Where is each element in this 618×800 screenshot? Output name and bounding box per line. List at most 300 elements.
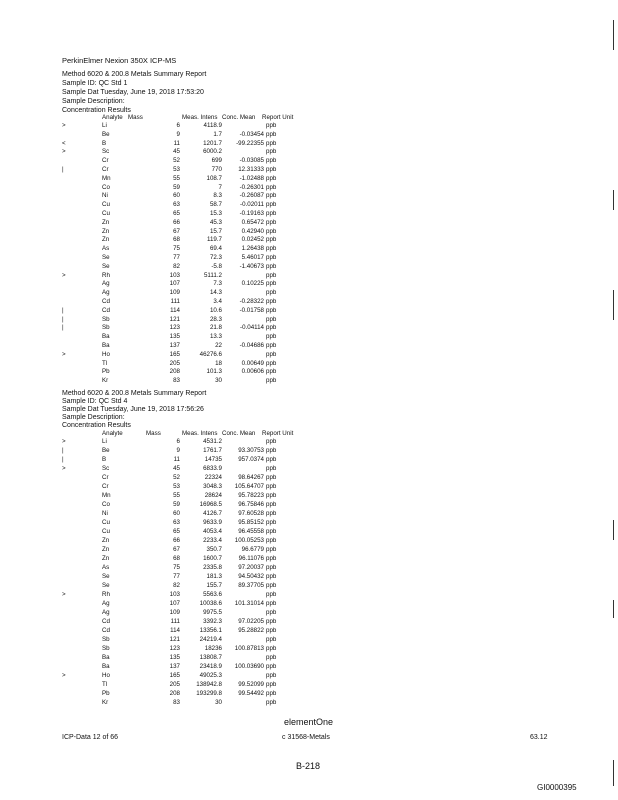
mass-cell: 137 bbox=[169, 663, 180, 670]
intensity-cell: 22324 bbox=[204, 474, 222, 481]
row-marker: > bbox=[62, 591, 66, 598]
analyte-cell: Zn bbox=[102, 537, 110, 544]
unit-cell: ppb bbox=[266, 492, 277, 499]
intensity-cell: 16968.5 bbox=[199, 501, 222, 508]
unit-cell: ppb bbox=[266, 368, 277, 376]
mass-cell: 111 bbox=[170, 298, 180, 305]
unit-cell: ppb bbox=[266, 227, 277, 235]
report2-description: Sample Description: bbox=[62, 414, 125, 421]
mass-cell: 205 bbox=[169, 681, 180, 688]
mass-cell: 68 bbox=[173, 236, 180, 244]
analyte-cell: Zn bbox=[102, 227, 110, 235]
concentration-cell: 96.11076 bbox=[238, 555, 264, 562]
unit-cell: ppb bbox=[266, 289, 277, 297]
intensity-cell: 101.3 bbox=[206, 368, 222, 376]
unit-cell: ppb bbox=[266, 359, 277, 367]
analyte-cell: Se bbox=[102, 262, 110, 270]
instrument-title: PerkinElmer Nexion 350X ICP-MS bbox=[62, 56, 177, 65]
intensity-cell: 4053.4 bbox=[203, 528, 222, 535]
concentration-cell: 96.45558 bbox=[238, 528, 264, 535]
analyte-cell: Rh bbox=[102, 271, 110, 279]
unit-cell: ppb bbox=[266, 465, 277, 472]
concentration-cell: 0.00649 bbox=[241, 359, 264, 367]
concentration-cell: 100.03690 bbox=[234, 663, 264, 670]
mass-cell: 123 bbox=[169, 645, 180, 652]
mass-cell: 77 bbox=[173, 573, 180, 580]
concentration-cell: -1.40673 bbox=[239, 262, 264, 270]
analyte-cell: Ba bbox=[102, 342, 110, 349]
row-marker: | bbox=[62, 324, 64, 332]
concentration-cell: -0.03085 bbox=[239, 157, 264, 165]
intensity-cell: 18236 bbox=[204, 645, 222, 652]
unit-cell: ppb bbox=[266, 636, 277, 643]
scan-edge-mark bbox=[613, 520, 614, 540]
mass-cell: 66 bbox=[173, 537, 180, 544]
intensity-cell: 13356.1 bbox=[199, 627, 222, 634]
mass-cell: 208 bbox=[169, 690, 180, 697]
unit-cell: ppb bbox=[266, 192, 277, 200]
col-analyte: Analyte bbox=[102, 430, 123, 437]
software-name: elementOne bbox=[284, 717, 334, 727]
unit-cell: ppb bbox=[266, 456, 277, 463]
intensity-cell: 119.7 bbox=[206, 236, 222, 244]
mass-cell: 135 bbox=[169, 654, 180, 661]
intensity-cell: 3392.3 bbox=[203, 618, 222, 625]
unit-cell: ppb bbox=[266, 236, 277, 244]
concentration-cell: -0.01758 bbox=[239, 306, 264, 314]
mass-cell: 114 bbox=[170, 627, 180, 634]
footer-center: c 31568-Metals bbox=[282, 734, 330, 741]
concentration-cell: -0.26087 bbox=[239, 192, 264, 200]
analyte-cell: Sb bbox=[102, 636, 110, 643]
intensity-cell: 155.7 bbox=[206, 582, 222, 589]
col-unit: Report Unit bbox=[262, 430, 294, 437]
mass-cell: 75 bbox=[173, 564, 180, 571]
bates-number: B-218 bbox=[296, 761, 321, 771]
mass-cell: 45 bbox=[173, 148, 180, 156]
row-marker: > bbox=[62, 122, 66, 129]
concentration-cell: -0.04114 bbox=[240, 324, 264, 332]
concentration-cell: 97.02205 bbox=[238, 618, 264, 625]
intensity-cell: 30 bbox=[215, 377, 222, 385]
analyte-cell: Se bbox=[102, 573, 110, 580]
concentration-cell: 100.87813 bbox=[234, 645, 264, 652]
analyte-cell: Ag bbox=[102, 280, 110, 288]
analyte-cell: Ag bbox=[102, 609, 110, 616]
unit-cell: ppb bbox=[266, 645, 277, 652]
intensity-cell: 28.3 bbox=[209, 315, 222, 323]
unit-cell: ppb bbox=[266, 157, 277, 165]
analyte-cell: Be bbox=[102, 447, 110, 454]
unit-cell: ppb bbox=[266, 254, 277, 261]
mass-cell: 77 bbox=[173, 254, 180, 261]
report1-section: Concentration Results bbox=[62, 107, 131, 114]
intensity-cell: 3048.3 bbox=[203, 483, 222, 490]
analyte-cell: Cd bbox=[102, 618, 110, 625]
row-marker: | bbox=[62, 456, 64, 463]
mass-cell: 103 bbox=[169, 591, 180, 598]
intensity-cell: 350.7 bbox=[206, 546, 222, 553]
unit-cell: ppb bbox=[266, 262, 277, 270]
analyte-cell: Cu bbox=[102, 201, 110, 209]
intensity-cell: 14735 bbox=[204, 456, 222, 463]
row-marker: > bbox=[62, 271, 66, 279]
unit-cell: ppb bbox=[266, 280, 277, 288]
analyte-cell: Ni bbox=[102, 192, 108, 200]
concentration-cell: 95.28822 bbox=[238, 627, 264, 634]
intensity-cell: 4531.2 bbox=[203, 438, 222, 445]
mass-cell: 75 bbox=[173, 245, 180, 253]
analyte-cell: Co bbox=[102, 183, 110, 191]
row-marker: | bbox=[62, 166, 64, 173]
col-mass: Mass bbox=[128, 114, 143, 121]
concentration-cell: 0.10225 bbox=[241, 280, 264, 288]
unit-cell: ppb bbox=[266, 183, 277, 191]
intensity-cell: 7 bbox=[218, 183, 222, 191]
intensity-cell: 2233.4 bbox=[203, 537, 222, 544]
intensity-cell: 1600.7 bbox=[203, 555, 222, 562]
analyte-cell: Sb bbox=[102, 645, 110, 652]
intensity-cell: 138942.8 bbox=[196, 681, 222, 688]
analyte-cell: Be bbox=[102, 130, 110, 138]
mass-cell: 109 bbox=[169, 289, 180, 297]
analyte-cell: Se bbox=[102, 582, 110, 589]
row-marker: > bbox=[62, 438, 66, 445]
unit-cell: ppb bbox=[266, 333, 277, 341]
unit-cell: ppb bbox=[266, 483, 277, 490]
concentration-cell: -0.02011 bbox=[240, 201, 264, 209]
mass-cell: 83 bbox=[173, 699, 180, 706]
intensity-cell: 24219.4 bbox=[199, 636, 222, 643]
mass-cell: 67 bbox=[173, 546, 180, 553]
analyte-cell: Mn bbox=[102, 492, 111, 499]
analyte-cell: Tl bbox=[102, 681, 108, 688]
concentration-cell: 98.64267 bbox=[238, 474, 264, 481]
col-conc: Conc. Mean bbox=[222, 114, 256, 121]
analyte-cell: Mn bbox=[102, 174, 111, 182]
row-marker: | bbox=[62, 315, 64, 323]
intensity-cell: 15.3 bbox=[209, 210, 222, 217]
concentration-cell: 94.50432 bbox=[238, 573, 264, 580]
unit-cell: ppb bbox=[266, 699, 277, 706]
analyte-cell: Sb bbox=[102, 315, 110, 323]
unit-cell: ppb bbox=[266, 438, 277, 445]
mass-cell: 6 bbox=[176, 122, 180, 129]
unit-cell: ppb bbox=[266, 298, 277, 305]
mass-cell: 6 bbox=[176, 438, 180, 445]
mass-cell: 66 bbox=[173, 218, 180, 226]
analyte-cell: Zn bbox=[102, 236, 110, 244]
unit-cell: ppb bbox=[266, 210, 277, 217]
analyte-cell: Kr bbox=[102, 699, 109, 706]
unit-cell: ppb bbox=[266, 377, 277, 385]
analyte-cell: Zn bbox=[102, 546, 110, 553]
analyte-cell: As bbox=[102, 564, 110, 571]
unit-cell: ppb bbox=[266, 555, 277, 562]
report1-method: Method 6020 & 200.8 Metals Summary Report bbox=[62, 71, 207, 78]
intensity-cell: 5563.6 bbox=[203, 591, 222, 598]
intensity-cell: 1.7 bbox=[213, 130, 222, 138]
analyte-cell: Cr bbox=[102, 166, 109, 173]
unit-cell: ppb bbox=[266, 218, 277, 226]
intensity-cell: 10038.6 bbox=[199, 600, 222, 607]
row-marker: > bbox=[62, 672, 66, 679]
mass-cell: 205 bbox=[169, 359, 180, 367]
concentration-cell: 0.02452 bbox=[241, 236, 264, 244]
analyte-cell: Ba bbox=[102, 654, 110, 661]
analyte-cell: Sc bbox=[102, 465, 110, 472]
concentration-cell: -0.03454 bbox=[239, 130, 264, 138]
concentration-cell: -0.26301 bbox=[239, 183, 264, 191]
mass-cell: 52 bbox=[173, 157, 180, 165]
concentration-cell: 96.6779 bbox=[241, 546, 264, 553]
analyte-cell: Ag bbox=[102, 600, 110, 607]
analyte-cell: Ho bbox=[102, 672, 110, 679]
intensity-cell: 58.7 bbox=[209, 201, 222, 209]
analyte-cell: Cu bbox=[102, 210, 110, 217]
intensity-cell: 23418.9 bbox=[199, 663, 222, 670]
concentration-cell: 5.46017 bbox=[241, 254, 264, 261]
mass-cell: 109 bbox=[169, 609, 180, 616]
analyte-cell: Cr bbox=[102, 157, 109, 165]
scan-edge-mark bbox=[613, 20, 614, 50]
intensity-cell: 5111.2 bbox=[203, 271, 222, 279]
mass-cell: 53 bbox=[173, 483, 180, 490]
intensity-cell: 2335.8 bbox=[203, 564, 222, 571]
unit-cell: ppb bbox=[266, 564, 277, 571]
concentration-cell: 100.05253 bbox=[234, 537, 264, 544]
analyte-cell: Pb bbox=[102, 368, 110, 376]
mass-cell: 60 bbox=[173, 192, 180, 200]
intensity-cell: 22 bbox=[215, 342, 222, 349]
row-marker: > bbox=[62, 465, 66, 472]
intensity-cell: 770 bbox=[211, 166, 222, 173]
scan-edge-mark bbox=[613, 290, 614, 320]
col-conc: Conc. Mean bbox=[222, 430, 256, 437]
intensity-cell: 6000.2 bbox=[203, 148, 222, 156]
analyte-cell: Ba bbox=[102, 663, 110, 670]
intensity-cell: 6833.9 bbox=[203, 465, 222, 472]
concentration-cell: 99.54492 bbox=[238, 690, 264, 697]
concentration-cell: 96.75846 bbox=[238, 501, 264, 508]
analyte-cell: Kr bbox=[102, 377, 109, 385]
unit-cell: ppb bbox=[266, 681, 277, 688]
unit-cell: ppb bbox=[266, 122, 277, 129]
unit-cell: ppb bbox=[266, 315, 277, 323]
col-unit: Report Unit bbox=[262, 114, 294, 121]
scan-edge-mark bbox=[613, 190, 614, 210]
analyte-cell: Pb bbox=[102, 690, 110, 697]
concentration-cell: 97.20037 bbox=[238, 564, 264, 571]
mass-cell: 165 bbox=[169, 350, 180, 358]
intensity-cell: 72.3 bbox=[209, 254, 222, 261]
mass-cell: 11 bbox=[173, 139, 180, 147]
mass-cell: 111 bbox=[170, 618, 180, 625]
unit-cell: ppb bbox=[266, 582, 277, 589]
mass-cell: 63 bbox=[173, 201, 180, 209]
analyte-cell: Sc bbox=[102, 148, 110, 156]
unit-cell: ppb bbox=[266, 672, 277, 679]
unit-cell: ppb bbox=[266, 342, 277, 349]
intensity-cell: 30 bbox=[215, 699, 222, 706]
scan-edge-mark bbox=[613, 760, 614, 786]
intensity-cell: -5.8 bbox=[211, 262, 222, 270]
report2-method: Method 6020 & 200.8 Metals Summary Report bbox=[62, 390, 207, 397]
report2-sample-date: Sample Dat Tuesday, June 19, 2018 17:56:26 bbox=[62, 406, 204, 413]
unit-cell: ppb bbox=[266, 139, 277, 147]
analyte-cell: Zn bbox=[102, 555, 110, 562]
analyte-cell: Cu bbox=[102, 528, 110, 535]
mass-cell: 59 bbox=[173, 501, 180, 508]
footer-right: 63.12 bbox=[530, 734, 548, 741]
unit-cell: ppb bbox=[266, 510, 277, 517]
col-intensity: Meas. Intens bbox=[182, 430, 218, 437]
mass-cell: 55 bbox=[173, 492, 180, 499]
intensity-cell: 13.3 bbox=[209, 333, 222, 341]
analyte-cell: Ba bbox=[102, 333, 110, 341]
unit-cell: ppb bbox=[266, 546, 277, 553]
unit-cell: ppb bbox=[266, 519, 277, 526]
mass-cell: 45 bbox=[173, 465, 180, 472]
unit-cell: ppb bbox=[266, 166, 277, 173]
intensity-cell: 193299.8 bbox=[196, 690, 222, 697]
analyte-cell: Cd bbox=[102, 298, 110, 305]
col-mass: Mass bbox=[146, 430, 161, 437]
mass-cell: 123 bbox=[169, 324, 180, 332]
mass-cell: 107 bbox=[169, 600, 180, 607]
intensity-cell: 49025.3 bbox=[199, 672, 222, 679]
analyte-cell: Ni bbox=[102, 510, 108, 517]
unit-cell: ppb bbox=[266, 690, 277, 697]
intensity-cell: 3.4 bbox=[213, 298, 222, 305]
unit-cell: ppb bbox=[266, 245, 277, 253]
concentration-cell: -1.02488 bbox=[239, 174, 264, 182]
mass-cell: 121 bbox=[169, 315, 180, 323]
mass-cell: 67 bbox=[173, 227, 180, 235]
mass-cell: 82 bbox=[173, 582, 180, 589]
unit-cell: ppb bbox=[266, 654, 277, 661]
analyte-cell: Ag bbox=[102, 289, 110, 297]
mass-cell: 65 bbox=[173, 210, 180, 217]
concentration-cell: 95.85152 bbox=[238, 519, 264, 526]
analyte-cell: B bbox=[102, 456, 107, 463]
scan-edge-mark bbox=[613, 600, 614, 618]
concentration-cell: 0.42940 bbox=[241, 227, 264, 235]
unit-cell: ppb bbox=[266, 447, 277, 454]
mass-cell: 107 bbox=[169, 280, 180, 288]
intensity-cell: 18 bbox=[215, 359, 222, 367]
report1-sample-id: Sample ID: QC Std 1 bbox=[62, 80, 128, 87]
intensity-cell: 4126.7 bbox=[203, 510, 222, 517]
unit-cell: ppb bbox=[266, 618, 277, 625]
report2-sample-id: Sample ID: QC Std 4 bbox=[62, 398, 128, 405]
mass-cell: 11 bbox=[173, 456, 180, 463]
unit-cell: ppb bbox=[266, 201, 277, 209]
intensity-cell: 9633.9 bbox=[203, 519, 222, 526]
concentration-cell: 99.52099 bbox=[238, 681, 264, 688]
concentration-cell: 0.00606 bbox=[241, 368, 264, 376]
unit-cell: ppb bbox=[266, 501, 277, 508]
unit-cell: ppb bbox=[266, 528, 277, 535]
mass-cell: 59 bbox=[173, 183, 180, 191]
intensity-cell: 9975.5 bbox=[203, 609, 222, 616]
col-intensity: Meas. Intens bbox=[182, 114, 218, 121]
analyte-cell: Sb bbox=[102, 324, 110, 332]
analyte-cell: Cr bbox=[102, 483, 109, 490]
analyte-cell: Li bbox=[102, 122, 107, 129]
concentration-cell: 101.31014 bbox=[234, 600, 264, 607]
analyte-cell: Zn bbox=[102, 218, 110, 226]
intensity-cell: 69.4 bbox=[209, 245, 222, 253]
document-id: GI0000395 bbox=[537, 783, 577, 792]
row-marker: > bbox=[62, 350, 66, 358]
intensity-cell: 1761.7 bbox=[203, 447, 222, 454]
concentration-cell: 12.31333 bbox=[238, 166, 264, 173]
analyte-cell: Co bbox=[102, 501, 110, 508]
unit-cell: ppb bbox=[266, 130, 277, 138]
unit-cell: ppb bbox=[266, 474, 277, 481]
intensity-cell: 13808.7 bbox=[199, 654, 222, 661]
unit-cell: ppb bbox=[266, 537, 277, 544]
mass-cell: 60 bbox=[173, 510, 180, 517]
intensity-cell: 14.3 bbox=[209, 289, 222, 297]
intensity-cell: 108.7 bbox=[206, 174, 222, 182]
intensity-cell: 7.3 bbox=[213, 280, 222, 288]
unit-cell: ppb bbox=[266, 573, 277, 580]
mass-cell: 55 bbox=[173, 174, 180, 182]
intensity-cell: 15.7 bbox=[209, 227, 222, 235]
unit-cell: ppb bbox=[266, 174, 277, 182]
footer-left: ICP-Data 12 of 66 bbox=[62, 734, 119, 741]
analyte-cell: Se bbox=[102, 254, 110, 261]
analyte-cell: B bbox=[102, 139, 107, 147]
intensity-cell: 4118.9 bbox=[203, 122, 222, 129]
concentration-cell: 97.60528 bbox=[238, 510, 264, 517]
unit-cell: ppb bbox=[266, 627, 277, 634]
row-marker: | bbox=[62, 447, 64, 454]
mass-cell: 135 bbox=[169, 333, 180, 341]
concentration-cell: 89.37705 bbox=[238, 582, 264, 589]
analyte-cell: Cd bbox=[102, 627, 110, 634]
analyte-cell: As bbox=[102, 245, 110, 253]
mass-cell: 68 bbox=[173, 555, 180, 562]
row-marker: > bbox=[62, 148, 66, 156]
report1-description: Sample Description: bbox=[62, 98, 125, 105]
concentration-cell: -0.19163 bbox=[239, 210, 264, 217]
intensity-cell: 28624 bbox=[204, 492, 222, 499]
mass-cell: 9 bbox=[176, 130, 180, 138]
report2-section: Concentration Results bbox=[62, 422, 131, 429]
intensity-cell: 181.3 bbox=[206, 573, 222, 580]
intensity-cell: 46276.6 bbox=[199, 350, 222, 358]
analyte-cell: Li bbox=[102, 438, 107, 445]
analyte-cell: Cu bbox=[102, 519, 110, 526]
analyte-cell: Rh bbox=[102, 591, 110, 598]
unit-cell: ppb bbox=[266, 600, 277, 607]
intensity-cell: 699 bbox=[211, 157, 222, 165]
concentration-cell: -99.22355 bbox=[236, 139, 264, 147]
unit-cell: ppb bbox=[266, 609, 277, 616]
concentration-cell: 1.26438 bbox=[241, 245, 264, 253]
analyte-cell: Cr bbox=[102, 474, 109, 481]
mass-cell: 208 bbox=[169, 368, 180, 376]
concentration-cell: 95.78223 bbox=[238, 492, 264, 499]
intensity-cell: 10.6 bbox=[209, 306, 222, 314]
mass-cell: 82 bbox=[173, 262, 180, 270]
col-analyte: Analyte bbox=[102, 114, 123, 121]
unit-cell: ppb bbox=[266, 306, 277, 314]
mass-cell: 9 bbox=[176, 447, 180, 454]
